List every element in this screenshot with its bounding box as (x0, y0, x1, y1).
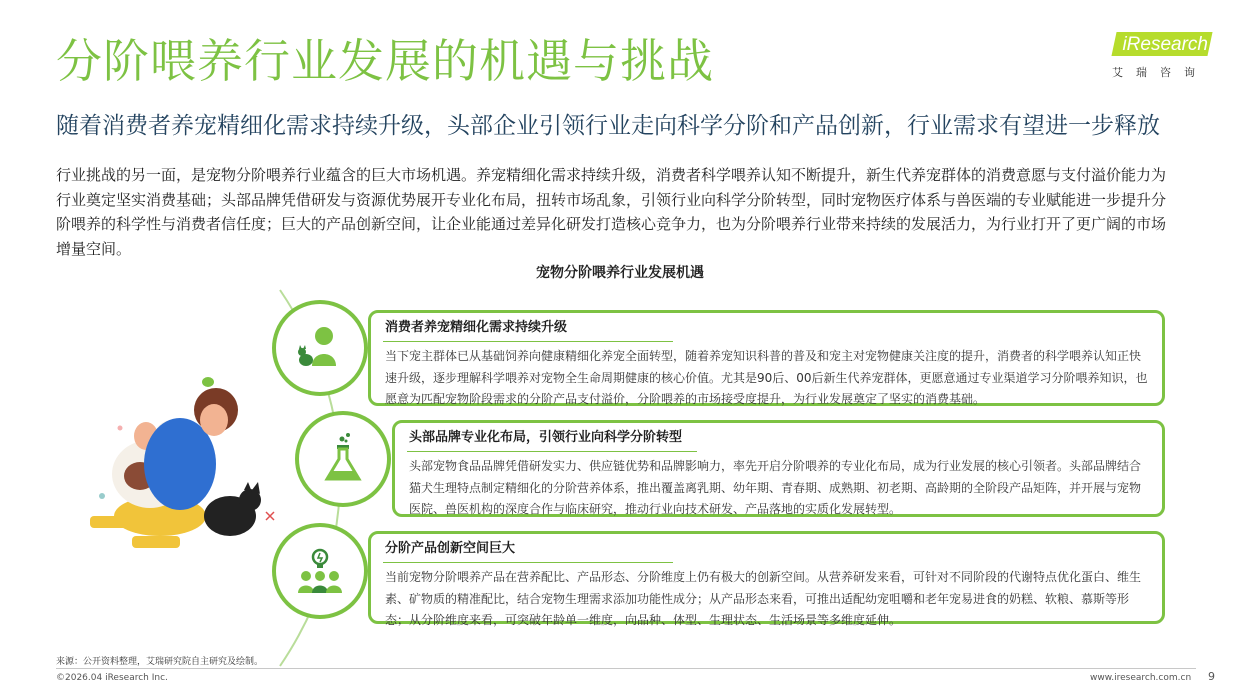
logo-brand-text: iResearch (1122, 34, 1208, 55)
page-number: 9 (1208, 670, 1215, 683)
website-link[interactable]: www.iresearch.com.cn (1090, 673, 1192, 683)
source-note: 来源：公开资料整理，艾瑞研究院自主研究及绘制。 (56, 657, 264, 667)
page-title: 分阶喂养行业发展的机遇与挑战 (56, 34, 714, 88)
opportunity-card-brand (392, 420, 1165, 517)
innovation-icon-circle (272, 523, 368, 619)
card-title: 消费者养宠精细化需求持续升级 (385, 320, 568, 335)
opportunity-card-consumer (368, 310, 1165, 406)
card-text: 当前宠物分阶喂养产品在营养配比、产品形态、分阶维度上仍有极大的创新空间。从营养研发来看，可针对不同阶段的代谢特点优化蛋白、维生素、矿物质的精准配比，结合宠物生理需求添加功能性成分；从产品形态来看，可推出适配幼宠咀嚼和老年宠易进食的奶糕、软粮、慕斯等形态；从分阶维度来看，可突破年龄单一维度，向品种、体型、生理状态、生活场景等多维度延伸。 (385, 570, 1142, 627)
card-text: 当下宠主群体已从基础饲养向健康精细化养宠全面转型，随着养宠知识科普的普及和宠主对宠物健康关注度的提升，消费者的科学喂养认知正快速升级，逐步理解科学喂养对宠物全生命周期健康的核心价值。尤其是90后、00后新生代养宠群体，更愿意通过专业渠道学习分阶喂养知识，也愿意为匹配宠物阶段需求的分阶产品支付溢价，分阶喂养的市场接受度提升，为行业发展奠定了坚实的消费基础。 (385, 349, 1148, 406)
footer-divider (56, 668, 1196, 669)
card-title: 头部品牌专业化布局，引领行业向科学分阶转型 (409, 430, 683, 445)
card-divider (407, 451, 697, 452)
consumer-icon-circle (272, 300, 368, 396)
opportunity-card-innovation (368, 531, 1165, 627)
card-title: 分阶产品创新空间巨大 (385, 541, 516, 556)
diagram-title: 宠物分阶喂养行业发展机遇 (536, 265, 704, 281)
consumer-with-pet-icon (292, 320, 348, 376)
brand-icon-circle (295, 411, 391, 507)
card-divider (383, 562, 673, 563)
flask-icon (315, 431, 371, 487)
logo-chinese-text: 艾瑞咨询 (1112, 66, 1208, 79)
page-subtitle: 随着消费者养宠精细化需求持续升级，头部企业引领行业走向科学分阶和产品创新，行业需求有望进一步释放 (56, 113, 1160, 139)
copyright: ©2026.04 iResearch Inc. (56, 673, 168, 683)
card-divider (383, 341, 673, 342)
card-text: 头部宠物食品品牌凭借研发实力、供应链优势和品牌影响力，率先开启分阶喂养的专业化布局，成为行业发展的核心引领者。头部品牌结合猫犬生理特点制定精细化的分阶营养体系，推出覆盖离乳期、幼年期、青春期、成熟期、初老期、高龄期的全阶段产品矩阵，并开展与宠物医院、兽医机构的深度合作与临床研究，推动行业向技术研发、产品落地的实质化发展转型。 (409, 459, 1142, 516)
intro-paragraph: 行业挑战的另一面，是宠物分阶喂养行业蕴含的巨大市场机遇。养宠精细化需求持续升级，消费者科学喂养认知不断提升，新生代养宠群体的消费意愿与支付溢价能力为行业奠定坚实消费基础；头部品牌凭借研发与资源优势展开专业化布局，扭转市场乱象，引领行业向科学分阶转型，同时宠物医疗体系与兽医端的专业赋能进一步提升分阶喂养的科学性与消费者信任度；巨大的产品创新空间，让企业能通过差异化研发打造核心竞争力，也为分阶喂养行业带来持续的发展活力，为行业打开了更广阔的市场增量空间。 (56, 166, 1167, 258)
idea-team-icon (292, 543, 348, 599)
iresearch-logo (1112, 26, 1216, 86)
woman-with-pets-illustration (80, 366, 280, 566)
